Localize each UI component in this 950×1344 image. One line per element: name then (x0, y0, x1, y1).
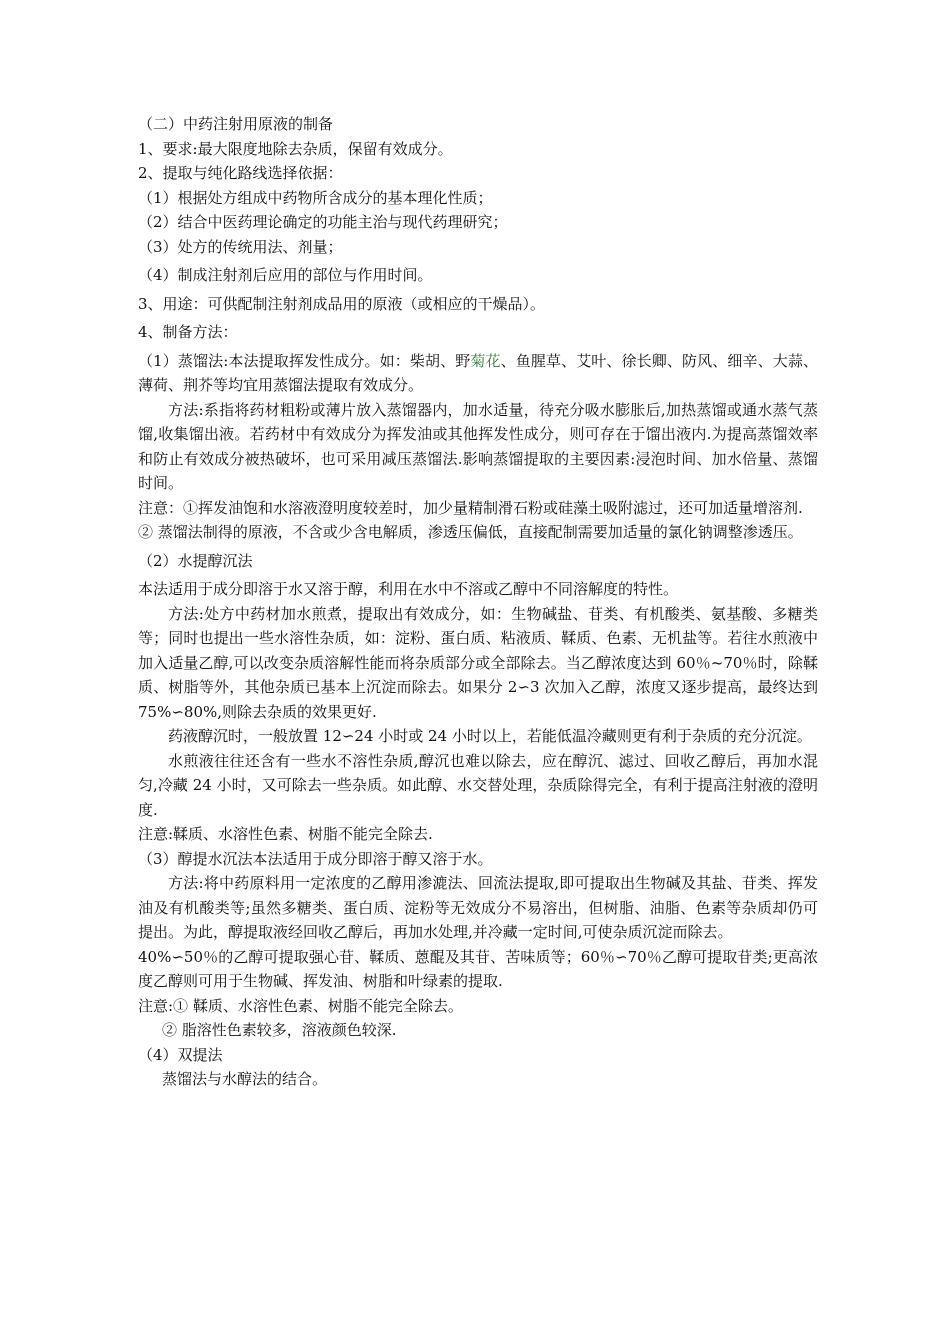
double-extraction-body: 蒸馏法与水醇法的结合。 (162, 1070, 328, 1088)
basis-item-3: （3）处方的传统用法、剂量； (138, 237, 343, 256)
basis-heading: 2、提取与纯化路线选择依据： (138, 164, 343, 182)
water-alcohol-note: 注意:鞣质、水溶性色素、树脂不能完全除去. (138, 825, 433, 843)
section-title: （二）中药注射用原液的制备 (138, 115, 334, 133)
alcohol-water-note-1: 注意:① 鞣质、水溶性色素、树脂不能完全除去。 (138, 996, 463, 1015)
distillation-method: 方法:系指将药材粗粉或薄片放入蒸馏器内，加水适量，待充分吸水膨胀后,加热蒸馏或通水蒸气蒸馏,收集馏出液。若药材中有效成分为挥发油或其他挥发性成分，则可存在于馏出液内.为提高蒸馏效率和防止有效成分被热破坏，也可采用减压蒸馏法.影响蒸馏提取的主要因素:浸泡时间、加水倍量、蒸馏时间。 (138, 400, 818, 492)
document-body (138, 112, 818, 1092)
water-alcohol-intro: 本法适用于成分即溶于水又溶于醇，利用在水中不溶或乙醇中不同溶解度的特性。 (138, 580, 679, 598)
alcohol-water-p2: 40%∽50％的乙醇可提取强心苷、鞣质、蒽醌及其苷、苦味质等；60％∽70％乙醇可提取苷类;更高浓度乙醇则可用于生物碱、挥发油、树脂和叶绿素的提取. (138, 947, 818, 990)
chrysanthemum-link[interactable]: 菊花 (470, 351, 501, 370)
basis-item-4: （4）制成注射剂后应用的部位与作用时间。 (138, 266, 433, 284)
water-alcohol-p3: 水煎液往往还含有一些水不溶性杂质,醇沉也难以除去，应在醇沉、滤过、回收乙醇后，再加水混匀,冷藏 24 小时，又可除去一些杂质。如此醇、水交替处理，杂质除得完全，有利于提高注射液的澄明度. (138, 751, 818, 819)
basis-item-2: （2）结合中医药理论确定的功能主治与现代药理研究； (138, 213, 508, 231)
requirement-line: 1、要求:最大限度地除去杂质，保留有效成分。 (138, 139, 453, 158)
usage-line: 3、用途：可供配制注射剂成品用的原液（或相应的干燥品）。 (138, 294, 546, 313)
distillation-note-2: ② 蒸馏法制得的原液，不含或少含电解质，渗透压偏低，直接配制需要加适量的氯化钠调整渗透压。 (138, 523, 803, 541)
alcohol-water-note-2: ② 脂溶性色素较多，溶液颜色较深. (162, 1021, 397, 1039)
alcohol-water-heading: （3）醇提水沉法本法适用于成分即溶于醇又溶于水。 (138, 849, 493, 868)
water-alcohol-heading: （2）水提醇沉法 (138, 551, 253, 570)
alcohol-water-method: 方法:将中药原料用一定浓度的乙醇用渗漉法、回流法提取,即可提取出生物碱及其盐、苷类、挥发油及有机酸类等;虽然多糖类、蛋白质、淀粉等无效成分不易溶出，但树脂、油脂、色素等杂质却仍可提出。为此，醇提取液经回收乙醇后，再加水处理,并冷藏一定时间,可使杂质沉淀而除去。 (138, 874, 818, 941)
water-alcohol-method: 方法:处方中药材加水煎煮，提取出有效成分，如：生物碱盐、苷类、有机酸类、氨基酸、多糖类等；同时也提出一些水溶性杂质，如：淀粉、蛋白质、粘液质、鞣质、色素、无机盐等。若往水煎液中加入适量乙醇,可以改变杂质溶解性能而将杂质部分或全部除去。当乙醇浓度达到 60％~70％时，除鞣质、树脂等外，其他杂质已基本上沉淀而除去。如果分 2∽3 次加入乙醇，浓度又逐步提高，最终达到 75%∽80%,则除去杂质的效果更好. (138, 604, 818, 721)
methods-heading: 4、制备方法： (138, 323, 238, 341)
water-alcohol-p2: 药液醇沉时，一般放置 12∽24 小时或 24 小时以上，若能低温冷藏则更有利于杂质的充分沉淀。 (168, 727, 812, 745)
distillation-note-1: 注意：①挥发油饱和水溶液澄明度较差时，加少量精制滑石粉或硅藻土吸附滤过，还可加适量增溶剂. (138, 498, 803, 517)
distillation-heading: （1）蒸馏法:本法提取挥发性成分。如：柴胡、野菊花、鱼腥草、艾叶、徐长卿、防风、细辛、大蒜、薄荷、荆芥等均宜用蒸馏法提取有效成分。 (138, 351, 818, 394)
basis-item-1: （1）根据处方组成中药物所含成分的基本理化性质； (138, 188, 493, 207)
double-extraction-heading: （4）双提法 (138, 1045, 223, 1064)
